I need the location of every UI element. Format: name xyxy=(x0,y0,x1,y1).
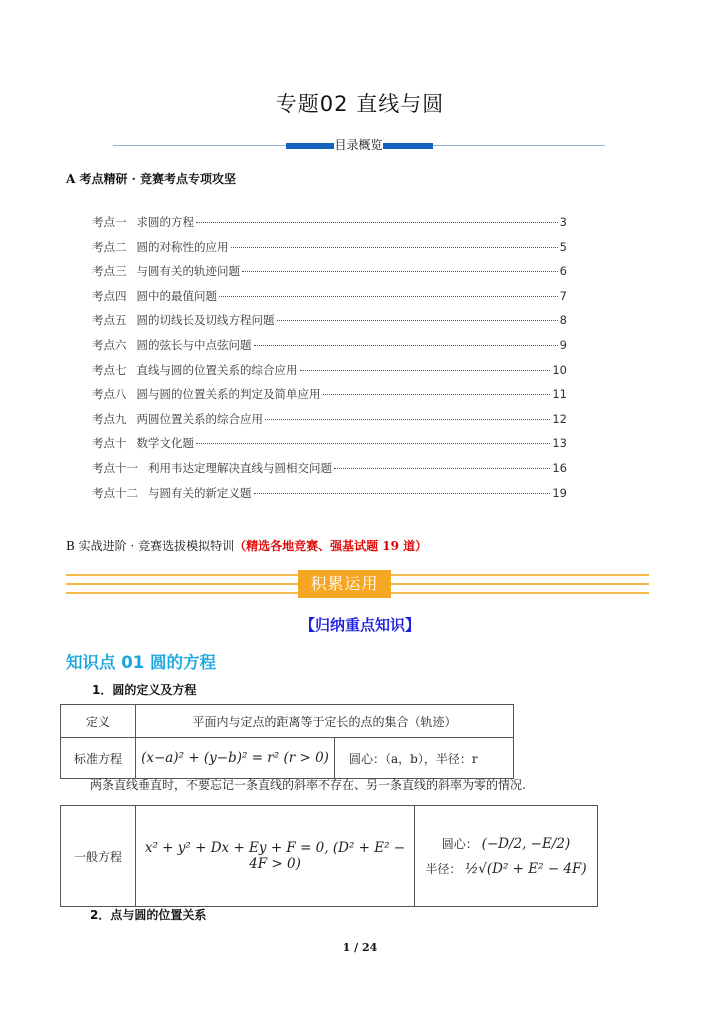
toc-entry-page: 3 xyxy=(559,215,567,229)
toc-entry-key: 考点六 xyxy=(92,337,127,352)
note-text: 两条直线垂直时，不要忘记一条直线的斜率不存在、另一条直线的斜率为零的情况. xyxy=(90,778,526,792)
section-b-label: B 实战进阶 · 竞赛选拔模拟特训 xyxy=(66,539,235,553)
row-label: 一般方程 xyxy=(61,806,136,907)
table-row xyxy=(61,705,514,738)
summary-heading: 【归纳重点知识】 xyxy=(299,616,420,634)
toc-entry[interactable] xyxy=(92,386,567,411)
definition-table xyxy=(60,704,514,779)
toc-entry-title: 圆与圆的位置关系的判定及简单应用 xyxy=(136,387,321,402)
toc-entry-page: 19 xyxy=(552,485,567,500)
toc-leader-dots xyxy=(196,443,550,444)
radius-line xyxy=(416,860,596,877)
banner xyxy=(66,570,649,602)
toc-entry-key: 考点五 xyxy=(92,313,127,328)
toc-entry-page: 12 xyxy=(552,411,567,426)
row-label: 标准方程 xyxy=(61,738,136,779)
toc-entry-title: 圆的弦长与中点弦问题 xyxy=(136,337,252,352)
page-number: 1 / 24 xyxy=(342,941,378,954)
toc-entry-title: 与圆有关的新定义题 xyxy=(148,485,252,500)
toc-entry-title: 圆的切线长及切线方程问题 xyxy=(136,313,275,328)
toc-leader-dots xyxy=(300,370,551,371)
knowledge-point-heading: 知识点 01 圆的方程 xyxy=(66,653,216,672)
toc-leader-dots xyxy=(277,320,558,321)
toc-entry-key: 考点十二 xyxy=(92,485,138,500)
center-radius-cell xyxy=(415,806,598,907)
toc-entry-key: 考点七 xyxy=(92,362,127,377)
general-equation-table xyxy=(60,805,598,907)
toc-entry-title: 利用韦达定理解决直线与圆相交问题 xyxy=(148,460,332,475)
section-b-highlight: （精选各地竞赛、强基试题 19 道） xyxy=(234,539,428,553)
toc-entry[interactable] xyxy=(92,263,567,288)
toc-entry[interactable] xyxy=(92,362,567,387)
subsection-heading: 1．圆的定义及方程 xyxy=(92,683,197,697)
table-row xyxy=(61,806,598,907)
toc-leader-dots xyxy=(219,296,558,297)
toc-entry-title: 圆中的最值问题 xyxy=(136,288,217,303)
toc-entry[interactable] xyxy=(92,214,567,239)
center-line xyxy=(416,835,596,852)
toc-entry-page: 6 xyxy=(559,264,567,279)
toc-entry-title: 两圆位置关系的综合应用 xyxy=(136,411,263,426)
toc-leader-dots xyxy=(254,493,551,494)
subsection-heading: 2．点与圆的位置关系 xyxy=(90,908,207,922)
row-content: 平面内与定点的距离等于定长的点的集合（轨迹） xyxy=(136,705,514,738)
toc-leader-dots xyxy=(196,222,558,223)
toc-entry-key: 考点十一 xyxy=(92,460,138,475)
page-title: 专题02 直线与圆 xyxy=(275,92,445,116)
toc-leader-dots xyxy=(254,345,558,346)
toc-entry-title: 圆的对称性的应用 xyxy=(136,239,229,254)
toc-entry-key: 考点三 xyxy=(92,264,127,279)
section-b-title xyxy=(66,537,427,554)
toc-divider xyxy=(113,138,605,152)
toc-entry-page: 11 xyxy=(552,387,567,402)
divider-block-right xyxy=(383,143,433,149)
toc-entry-key: 考点一 xyxy=(92,215,127,229)
center-label: 圆心： xyxy=(441,837,478,851)
toc-entry[interactable] xyxy=(92,337,567,362)
table-row xyxy=(61,738,514,779)
toc-entry-page: 10 xyxy=(552,362,567,377)
radius-formula: ½√(D² + E² − 4F) xyxy=(465,861,587,877)
toc-entry-title: 数学文化题 xyxy=(136,436,194,451)
toc-entry-page: 5 xyxy=(559,239,567,254)
toc-entry-page: 8 xyxy=(559,313,567,328)
toc-entry-key: 考点二 xyxy=(92,239,127,254)
row-label: 定义 xyxy=(61,705,136,738)
toc-entry-page: 16 xyxy=(552,460,567,475)
toc-entry-page: 13 xyxy=(552,436,567,451)
toc-entry-key: 考点九 xyxy=(92,411,127,426)
toc-entry[interactable] xyxy=(92,460,567,485)
toc-leader-dots xyxy=(265,419,550,420)
toc-entry-key: 考点四 xyxy=(92,288,127,303)
center-formula: (−D/2, −E/2) xyxy=(481,836,571,852)
section-a-title: A 考点精研 · 竞赛考点专项攻坚 xyxy=(66,172,237,186)
standard-formula: (x−a)² + (y−b)² = r² (r > 0) xyxy=(136,738,335,779)
radius-label: 半径： xyxy=(425,862,462,876)
toc-leader-dots xyxy=(231,247,558,248)
toc-leader-dots xyxy=(334,468,550,469)
center-radius-info: 圆心：（a，b），半径：r xyxy=(335,738,514,779)
toc-entry[interactable] xyxy=(92,312,567,337)
toc-entry-key: 考点十 xyxy=(92,436,127,451)
toc-entry-page: 7 xyxy=(559,288,567,303)
toc-entry[interactable] xyxy=(92,288,567,313)
divider-block-left xyxy=(286,143,334,149)
toc-entry-page: 9 xyxy=(559,337,567,352)
toc-entry-title: 直线与圆的位置关系的综合应用 xyxy=(136,362,298,377)
toc-entry-title: 求圆的方程 xyxy=(136,215,194,229)
toc-entry[interactable] xyxy=(92,239,567,264)
toc-entry[interactable] xyxy=(92,435,567,460)
toc-leader-dots xyxy=(323,394,551,395)
toc-entry[interactable] xyxy=(92,411,567,436)
banner-label: 积累运用 xyxy=(298,570,391,598)
table-of-contents xyxy=(92,214,567,509)
toc-leader-dots xyxy=(242,271,558,272)
general-formula: x² + y² + Dx + Ey + F = 0, (D² + E² − 4F > 0) xyxy=(136,806,415,907)
toc-entry-key: 考点八 xyxy=(92,387,127,402)
toc-entry-title: 与圆有关的轨迹问题 xyxy=(136,264,240,279)
toc-label: 目录概览 xyxy=(334,138,383,152)
toc-entry[interactable] xyxy=(92,485,567,510)
